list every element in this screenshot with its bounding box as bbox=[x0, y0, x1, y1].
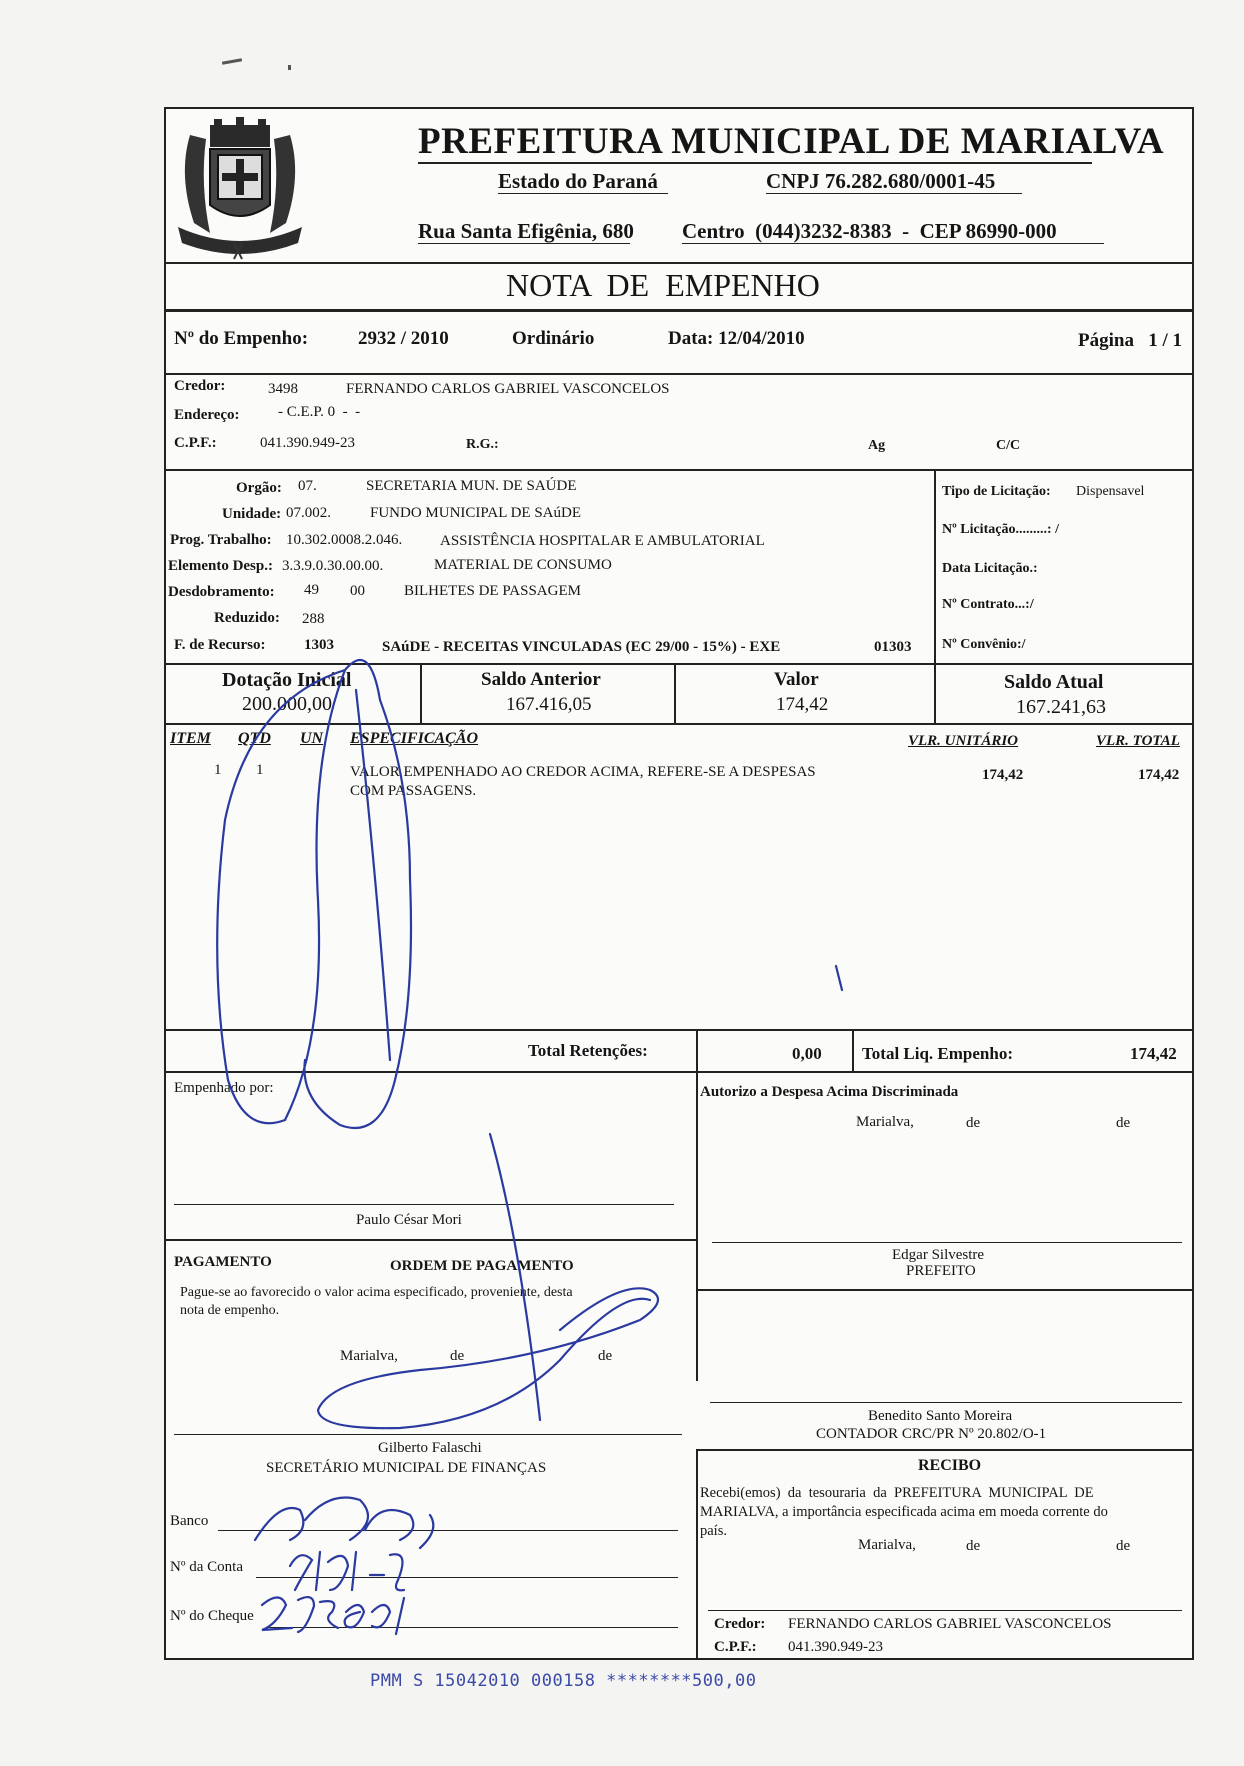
reduzido-label: Reduzido: bbox=[214, 610, 280, 626]
orgao-label: Orgão: bbox=[236, 480, 282, 496]
autorizo-de-2: de bbox=[1116, 1115, 1131, 1131]
autorizo-place: Marialva, bbox=[856, 1114, 914, 1130]
elemento-label: Elemento Desp.: bbox=[168, 558, 273, 574]
desdobramento-label: Desdobramento: bbox=[168, 584, 275, 600]
recurso-label: F. de Recurso: bbox=[174, 637, 266, 653]
ordem-place: Marialva, bbox=[340, 1348, 398, 1364]
desdobramento-code1: 49 bbox=[304, 582, 319, 598]
recibo-cpf-label: C.P.F.: bbox=[714, 1639, 757, 1655]
unidade-label: Unidade: bbox=[222, 506, 282, 522]
autorizo-de-1: de bbox=[966, 1115, 981, 1131]
pague-se-text-line1: Pague-se ao favorecido o valor acima especificado, proveniente, desta bbox=[180, 1285, 573, 1300]
valor-value: 174,42 bbox=[776, 694, 829, 715]
empenhado-por-name: Paulo César Mori bbox=[356, 1212, 462, 1228]
pagamento-label: PAGAMENTO bbox=[174, 1254, 272, 1270]
dotacao-inicial-label: Dotação Inicial bbox=[222, 669, 352, 691]
ordem-pagamento-label: ORDEM DE PAGAMENTO bbox=[390, 1258, 574, 1274]
recibo-de-1: de bbox=[966, 1538, 981, 1554]
item-description-line2: COM PASSAGENS. bbox=[350, 783, 477, 799]
cnpj-label: CNPJ 76.282.680/0001-45 bbox=[766, 169, 996, 193]
recibo-text-line3: país. bbox=[700, 1523, 727, 1539]
reduzido-value: 288 bbox=[302, 611, 325, 627]
endereco-label: Endereço: bbox=[174, 407, 240, 423]
total-liquido-label: Total Liq. Empenho: bbox=[862, 1044, 1013, 1063]
desdobramento-name: BILHETES DE PASSAGEM bbox=[404, 583, 581, 599]
scan-mark bbox=[222, 58, 242, 64]
recibo-cpf-value: 041.390.949-23 bbox=[788, 1639, 883, 1655]
desdobramento-code2: 00 bbox=[350, 583, 365, 599]
recurso-code2: 01303 bbox=[874, 639, 912, 655]
prog-trabalho-code: 10.302.0008.2.046. bbox=[286, 532, 403, 548]
banco-label: Banco bbox=[170, 1513, 209, 1529]
credor-name: FERNANDO CARLOS GABRIEL VASCONCELOS bbox=[346, 381, 670, 397]
tipo-licitacao-value: Dispensavel bbox=[1076, 484, 1145, 499]
prog-trabalho-name: ASSISTÊNCIA HOSPITALAR E AMBULATORIAL bbox=[440, 533, 765, 549]
total-retencoes-label: Total Retenções: bbox=[528, 1041, 648, 1060]
contador-name: Benedito Santo Moreira bbox=[868, 1408, 1013, 1424]
empenho-number-label: Nº do Empenho: bbox=[174, 328, 309, 349]
cheque-label: Nº do Cheque bbox=[170, 1608, 254, 1624]
address-details: Centro (044)3232-8383 - CEP 86990-000 bbox=[682, 219, 1057, 243]
prog-trabalho-label: Prog. Trabalho: bbox=[170, 532, 272, 548]
empenho-type: Ordinário bbox=[512, 328, 595, 349]
total-retencoes-value: 0,00 bbox=[792, 1044, 822, 1063]
cpf-value: 041.390.949-23 bbox=[260, 435, 355, 451]
municipality-title: PREFEITURA MUNICIPAL DE MARIALVA bbox=[418, 121, 1165, 162]
credor-code: 3498 bbox=[268, 381, 298, 397]
recibo-text-line2: MARIALVA, a importância especificada acima em moeda corrente do bbox=[700, 1504, 1108, 1520]
numero-contrato: Nº Contrato...:/ bbox=[942, 597, 1034, 612]
secretario-name: Gilberto Falaschi bbox=[378, 1440, 482, 1456]
col-item: ITEM bbox=[170, 730, 211, 747]
conta-label: Nº da Conta bbox=[170, 1559, 243, 1575]
item-description-line1: VALOR EMPENHADO AO CREDOR ACIMA, REFERE-SE A DESPESAS bbox=[350, 764, 816, 780]
mechanical-stamp: PMM S 15042010 000158 ********500,00 bbox=[370, 1671, 757, 1691]
recibo-place: Marialva, bbox=[858, 1537, 916, 1553]
page-number: Página 1 / 1 bbox=[1078, 330, 1182, 351]
recibo-credor-label: Credor: bbox=[714, 1616, 766, 1632]
unidade-name: FUNDO MUNICIPAL DE SAúDE bbox=[370, 505, 581, 521]
recibo-text-line1: Recebi(emos) da tesouraria da PREFEITURA MUNICIPAL DE bbox=[700, 1485, 1094, 1501]
saldo-atual-label: Saldo Atual bbox=[1004, 671, 1104, 693]
nota-de-empenho-form bbox=[164, 107, 1194, 1660]
prefeito-name: Edgar Silvestre bbox=[892, 1247, 985, 1263]
recurso-name: SAúDE - RECEITAS VINCULADAS (EC 29/00 - 15%) - EXE bbox=[382, 639, 781, 655]
recibo-title: RECIBO bbox=[918, 1457, 982, 1474]
recurso-code: 1303 bbox=[304, 637, 334, 653]
ordem-de-2: de bbox=[598, 1348, 613, 1364]
col-vlr-unitario: VLR. UNITÁRIO bbox=[908, 733, 1019, 749]
ag-label: Ag bbox=[868, 438, 886, 453]
total-liquido-value: 174,42 bbox=[1130, 1044, 1177, 1063]
valor-label: Valor bbox=[774, 669, 819, 690]
numero-licitacao: Nº Licitação.........: / bbox=[942, 522, 1059, 537]
tipo-licitacao-label: Tipo de Licitação: bbox=[942, 484, 1051, 499]
contador-title: CONTADOR CRC/PR Nº 20.802/O-1 bbox=[816, 1426, 1047, 1442]
numero-convenio: Nº Convênio:/ bbox=[942, 637, 1026, 652]
empenho-date: Data: 12/04/2010 bbox=[668, 328, 805, 349]
saldo-anterior-label: Saldo Anterior bbox=[481, 669, 601, 690]
unidade-code: 07.002. bbox=[286, 505, 331, 521]
address-street: Rua Santa Efigênia, 680 bbox=[418, 219, 634, 243]
col-especificacao: ESPECIFICAÇÃO bbox=[350, 730, 479, 747]
endereco-value: - C.E.P. 0 - - bbox=[278, 404, 361, 420]
empenho-number: 2932 / 2010 bbox=[358, 328, 449, 349]
state-label: Estado do Paraná bbox=[498, 169, 658, 193]
credor-label: Credor: bbox=[174, 378, 226, 394]
saldo-atual-value: 167.241,63 bbox=[1016, 696, 1106, 718]
dotacao-inicial-value: 200.000,00 bbox=[242, 693, 332, 715]
item-unit-value: 174,42 bbox=[982, 767, 1024, 783]
scan-mark bbox=[288, 65, 291, 70]
item-number: 1 bbox=[214, 762, 222, 778]
item-total-value: 174,42 bbox=[1138, 767, 1180, 783]
empenhado-por-label: Empenhado por: bbox=[174, 1080, 274, 1096]
recibo-de-2: de bbox=[1116, 1538, 1131, 1554]
col-un: UN bbox=[300, 730, 324, 747]
saldo-anterior-value: 167.416,05 bbox=[506, 694, 592, 715]
cc-label: C/C bbox=[996, 438, 1021, 453]
col-vlr-total: VLR. TOTAL bbox=[1096, 733, 1180, 749]
col-qtd: QTD bbox=[238, 730, 271, 747]
ordem-de-1: de bbox=[450, 1348, 465, 1364]
cpf-label: C.P.F.: bbox=[174, 435, 217, 451]
elemento-code: 3.3.9.0.30.00.00. bbox=[282, 558, 384, 574]
prefeito-title: PREFEITO bbox=[906, 1263, 976, 1279]
data-licitacao: Data Licitação.: bbox=[942, 561, 1038, 576]
municipal-coat-of-arms-icon bbox=[170, 115, 310, 260]
recibo-credor-name: FERNANDO CARLOS GABRIEL VASCONCELOS bbox=[788, 1616, 1112, 1632]
document-title: NOTA DE EMPENHO bbox=[506, 267, 820, 303]
elemento-name: MATERIAL DE CONSUMO bbox=[434, 557, 612, 573]
autorizo-label: Autorizo a Despesa Acima Discriminada bbox=[700, 1084, 959, 1100]
item-qtd: 1 bbox=[256, 762, 264, 778]
orgao-code: 07. bbox=[298, 478, 317, 494]
rg-label: R.G.: bbox=[466, 437, 499, 452]
orgao-name: SECRETARIA MUN. DE SAÚDE bbox=[366, 478, 577, 494]
secretario-title: SECRETÁRIO MUNICIPAL DE FINANÇAS bbox=[266, 1460, 547, 1476]
pague-se-text-line2: nota de empenho. bbox=[180, 1303, 280, 1318]
